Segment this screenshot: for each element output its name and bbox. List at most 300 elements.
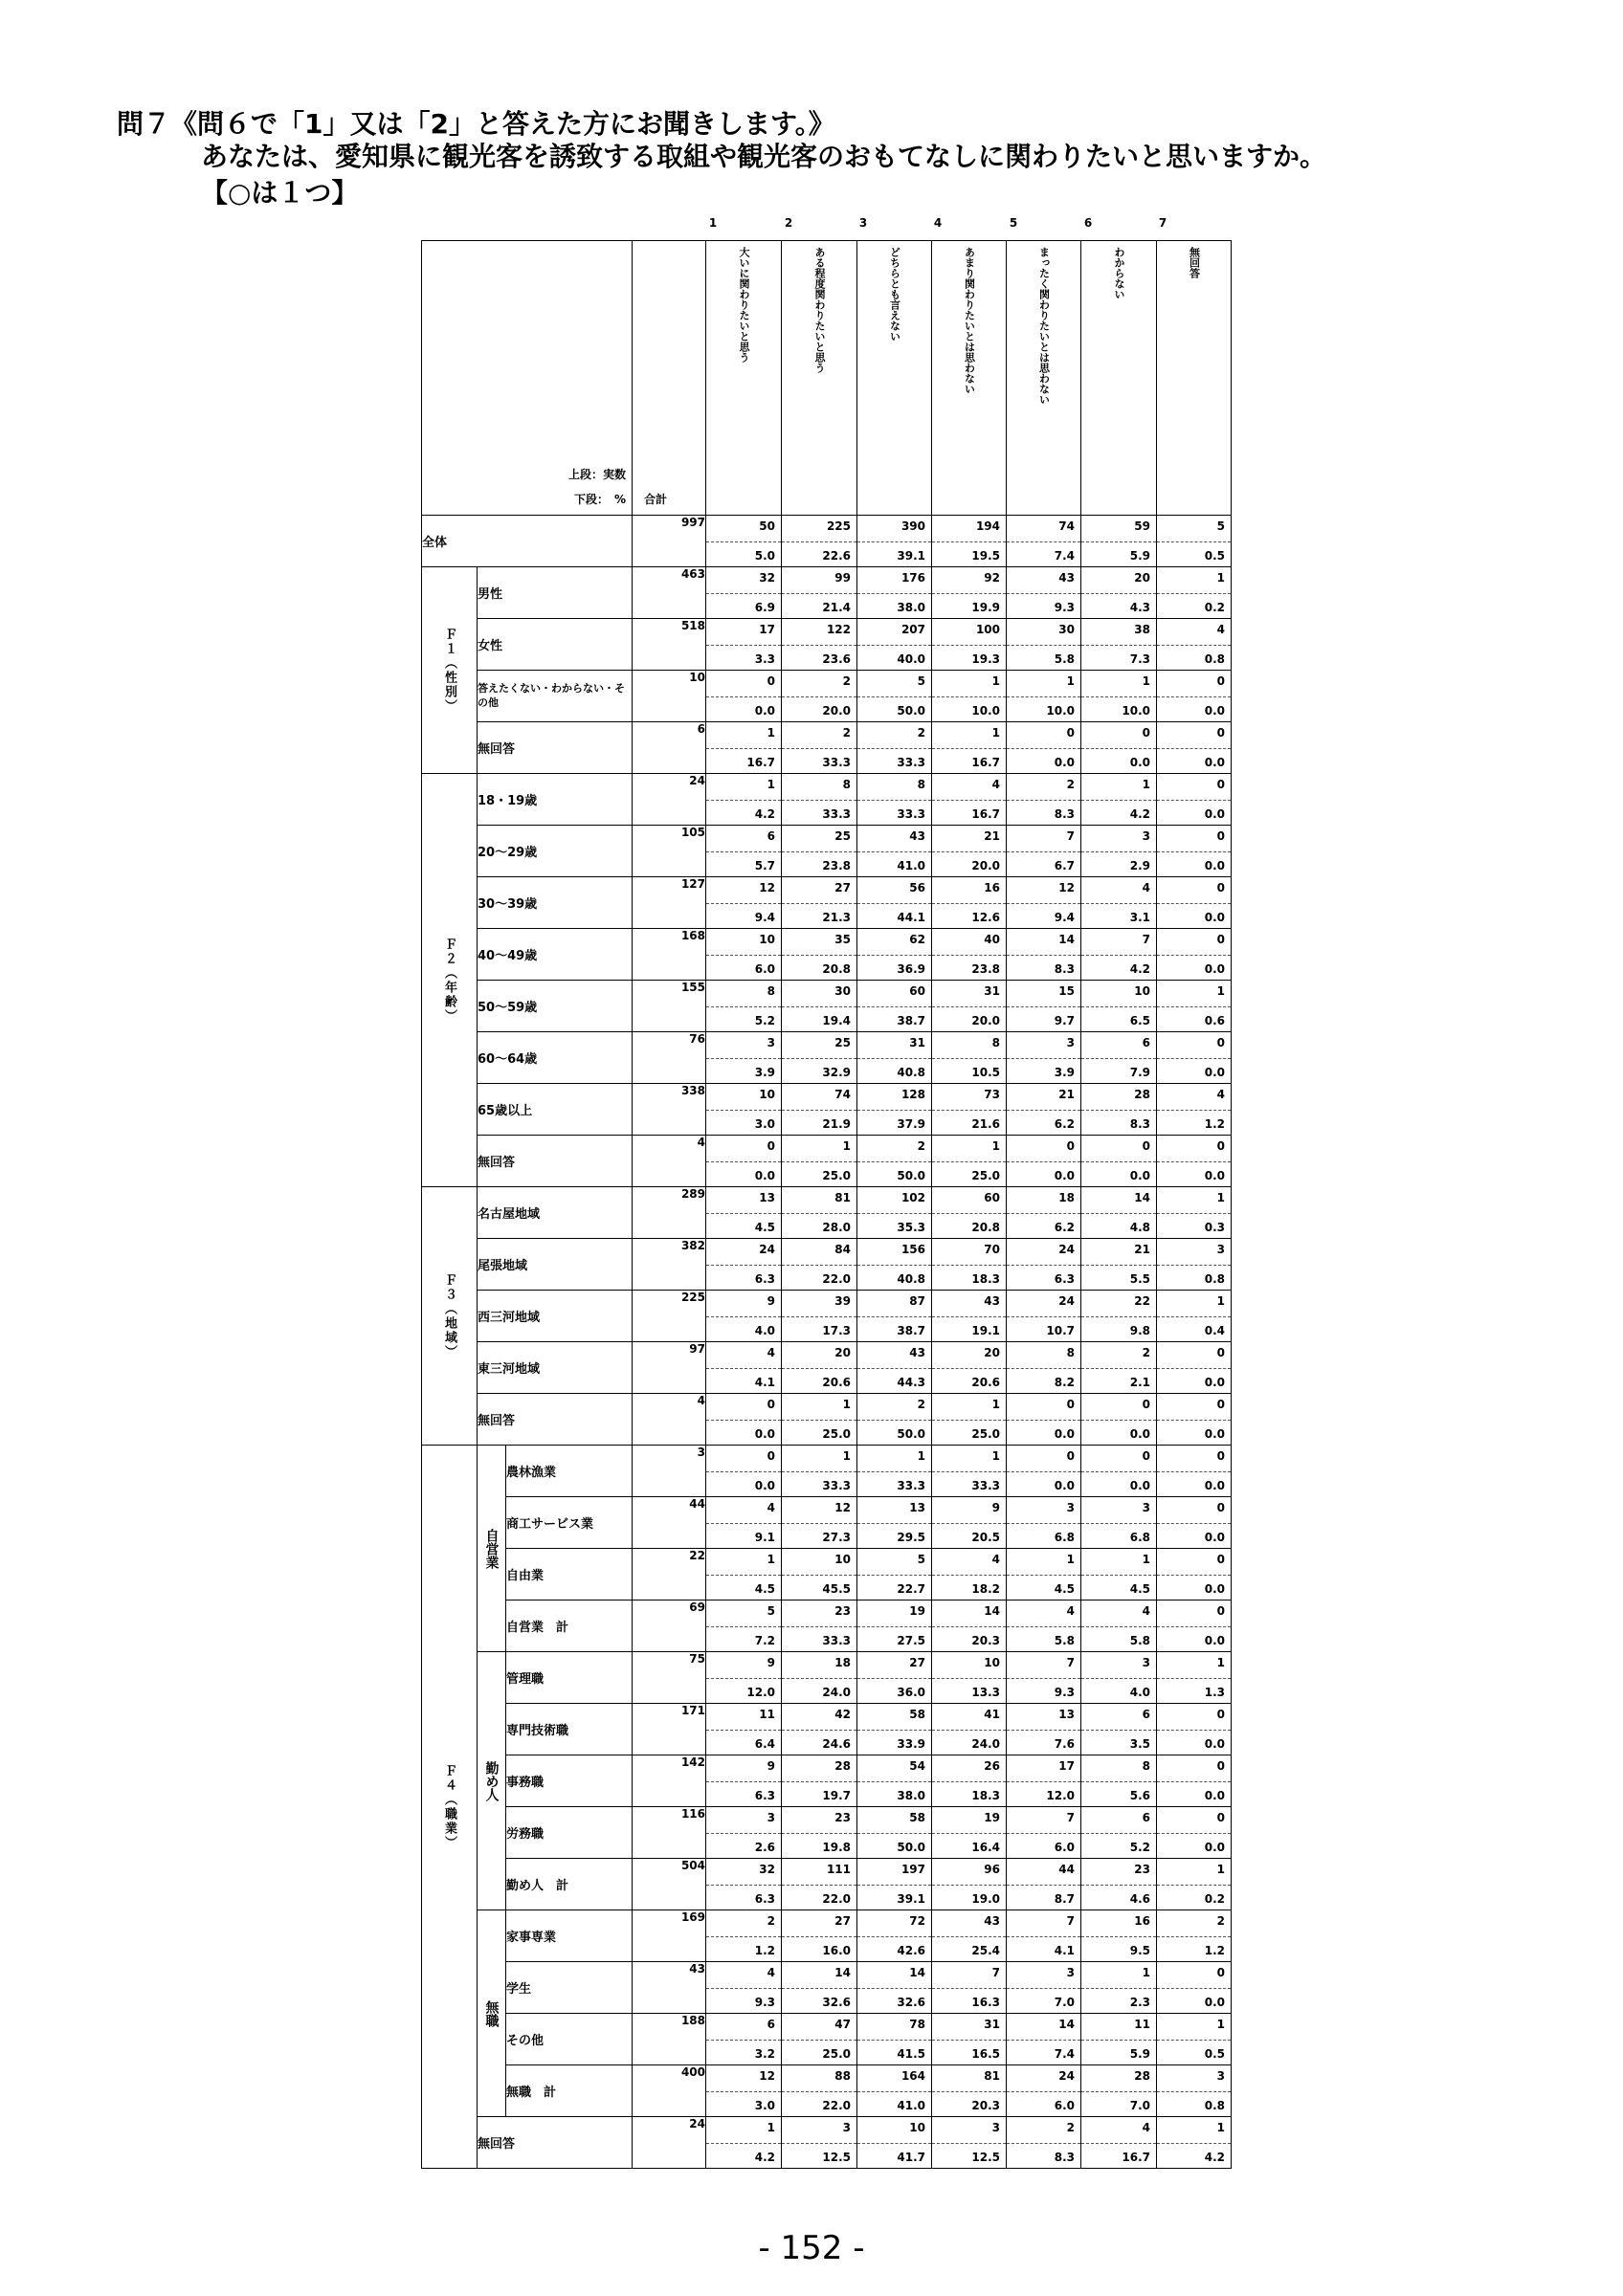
cell-percent: 9.5 (1129, 1944, 1150, 1957)
row-label: 事務職 (506, 1755, 633, 1807)
cell-count: 72 (909, 1914, 925, 1928)
cell-count: 84 (834, 1243, 851, 1256)
cell-count: 0 (1216, 1139, 1225, 1153)
cell-percent: 19.9 (971, 601, 1000, 614)
cell-divider (782, 748, 856, 749)
cell-percent: 4.0 (1129, 1686, 1150, 1699)
column-header (1081, 241, 1157, 516)
cell-percent: 4.2 (1129, 962, 1150, 976)
cell-divider (706, 593, 781, 594)
cell-count: 0 (1142, 1449, 1150, 1463)
data-cell (1081, 722, 1157, 774)
cell-divider (782, 1523, 856, 1524)
cell-count: 1 (1216, 1656, 1225, 1669)
column-label: どちらとも言えない (888, 247, 901, 342)
data-cell (1157, 877, 1232, 929)
cell-divider (1157, 1781, 1231, 1782)
cell-percent: 50.0 (897, 1169, 925, 1182)
cell-divider (857, 1730, 931, 1731)
data-cell (932, 619, 1007, 671)
cell-count: 99 (834, 571, 851, 585)
data-cell (1157, 2014, 1232, 2065)
data-cell (1157, 2117, 1232, 2169)
data-cell (1081, 516, 1157, 567)
cell-percent: 24.6 (822, 1737, 851, 1751)
cell-percent: 12.0 (746, 1686, 775, 1699)
cell-divider (932, 1833, 1006, 1834)
cell-count: 100 (975, 623, 1000, 636)
cell-divider (857, 593, 931, 594)
cell-count: 2 (1066, 778, 1075, 791)
data-cell (782, 722, 857, 774)
data-cell (932, 1239, 1007, 1291)
cell-percent: 18.3 (971, 1789, 1000, 1802)
cell-percent: 25.0 (971, 1169, 1000, 1182)
data-cell (932, 722, 1007, 774)
row-total: 168 (633, 929, 706, 981)
cell-percent: 24.0 (971, 1737, 1000, 1751)
table-row (422, 1291, 1232, 1342)
data-cell (706, 1446, 782, 1497)
cell-count: 23 (834, 1811, 851, 1824)
cell-count: 16 (1134, 1914, 1150, 1928)
cell-percent: 1.2 (1204, 1944, 1225, 1957)
cell-count: 6 (767, 829, 775, 843)
row-label: 商工サービス業 (506, 1497, 633, 1549)
cell-divider (1081, 1936, 1156, 1937)
cell-percent: 3.1 (1129, 911, 1150, 924)
data-cell (782, 2117, 857, 2169)
data-cell (782, 619, 857, 671)
table-row (422, 1755, 1232, 1807)
cell-divider (782, 593, 856, 594)
cell-percent: 0.0 (1204, 1066, 1225, 1079)
cell-divider (1007, 1058, 1080, 1059)
cell-count: 4 (767, 1346, 775, 1359)
cell-divider (857, 1471, 931, 1472)
data-cell (932, 981, 1007, 1032)
row-group-text: Ｆ４（職業） (442, 1763, 456, 1850)
data-cell (782, 1136, 857, 1187)
column-number: 2 (784, 216, 793, 230)
cell-count: 27 (909, 1656, 925, 1669)
cell-percent: 19.3 (971, 652, 1000, 666)
cell-percent: 40.8 (897, 1272, 925, 1286)
cell-divider (1081, 1730, 1156, 1731)
cell-divider (1081, 1006, 1156, 1007)
cell-percent: 50.0 (897, 704, 925, 718)
cell-divider (1157, 1006, 1231, 1007)
data-cell (1081, 1497, 1157, 1549)
cell-percent: 0.8 (1204, 2099, 1225, 2112)
cell-percent: 45.5 (822, 1582, 851, 1596)
cell-divider (932, 1730, 1006, 1731)
cell-count: 197 (900, 1863, 925, 1876)
header-row (422, 241, 1232, 516)
cell-divider (1007, 1678, 1080, 1679)
cell-count: 176 (900, 571, 925, 585)
cell-percent: 41.0 (897, 859, 925, 872)
column-header (706, 241, 782, 516)
data-cell (1007, 877, 1081, 929)
cell-divider (1081, 1471, 1156, 1472)
cell-divider (1007, 593, 1080, 594)
cell-count: 18 (1058, 1191, 1075, 1204)
cell-percent: 23.8 (971, 962, 1000, 976)
cell-percent: 33.3 (897, 807, 925, 821)
cell-count: 225 (826, 519, 851, 533)
data-cell (857, 1394, 932, 1446)
data-cell (857, 722, 932, 774)
cell-divider (1007, 1471, 1080, 1472)
cell-count: 31 (984, 2018, 1000, 2031)
cell-count: 0 (1216, 1811, 1225, 1824)
cell-percent: 10.5 (971, 1066, 1000, 1079)
cell-count: 56 (909, 881, 925, 894)
cell-count: 14 (1058, 2018, 1075, 2031)
data-cell (857, 619, 932, 671)
cell-count: 30 (834, 984, 851, 998)
cell-divider (932, 2143, 1006, 2144)
cell-count: 0 (1216, 1501, 1225, 1514)
cell-divider (857, 696, 931, 697)
cell-count: 21 (1058, 1088, 1075, 1101)
cell-divider (782, 1161, 856, 1162)
data-cell (932, 929, 1007, 981)
cell-divider (1081, 1316, 1156, 1317)
data-cell (1157, 826, 1232, 877)
cell-count: 87 (909, 1294, 925, 1308)
cell-divider (706, 955, 781, 956)
cell-count: 0 (1216, 1398, 1225, 1411)
data-cell (1007, 1497, 1081, 1549)
cell-percent: 2.3 (1129, 1996, 1150, 2009)
cell-count: 0 (767, 1398, 775, 1411)
cell-percent: 4.5 (754, 1582, 775, 1596)
row-total: 382 (633, 1239, 706, 1291)
question-line-2: あなたは、愛知県に観光客を誘致する取組や観光客のおもてなしに関わりたいと思いますか。 (201, 141, 1327, 172)
table-row (422, 981, 1232, 1032)
cell-count: 43 (1058, 571, 1075, 585)
cell-divider (1157, 800, 1231, 801)
cell-percent: 32.9 (822, 1066, 851, 1079)
cell-percent: 20.8 (822, 962, 851, 976)
cell-divider (932, 1781, 1006, 1782)
cell-divider (706, 1058, 781, 1059)
table-row (422, 1859, 1232, 1910)
row-total: 105 (633, 826, 706, 877)
cell-divider (1007, 903, 1080, 904)
cell-divider (1081, 1058, 1156, 1059)
cell-percent: 2.9 (1129, 859, 1150, 872)
data-cell (932, 877, 1007, 929)
cell-percent: 27.3 (822, 1531, 851, 1544)
data-cell (1007, 1446, 1081, 1497)
cell-count: 24 (1058, 2069, 1075, 2083)
cell-count: 1 (991, 1398, 1000, 1411)
data-cell (1081, 1136, 1157, 1187)
cell-count: 4 (991, 778, 1000, 791)
data-cell (857, 1084, 932, 1136)
cell-count: 12 (759, 881, 775, 894)
cell-divider (932, 1471, 1006, 1472)
data-cell (782, 1755, 857, 1807)
cell-percent: 12.5 (971, 2151, 1000, 2164)
cell-percent: 0.0 (1204, 1996, 1225, 2009)
cell-percent: 25.0 (822, 1427, 851, 1441)
cell-divider (1081, 748, 1156, 749)
cell-percent: 6.2 (1054, 1117, 1075, 1131)
cell-divider (1081, 1678, 1156, 1679)
cell-count: 1 (767, 726, 775, 740)
cell-divider (1157, 1833, 1231, 1834)
data-cell (782, 1446, 857, 1497)
data-cell (1081, 1032, 1157, 1084)
cell-percent: 3.0 (754, 1117, 775, 1131)
cell-count: 35 (834, 933, 851, 946)
cell-divider (1081, 696, 1156, 697)
cell-divider (1157, 1420, 1231, 1421)
cell-divider (706, 696, 781, 697)
cell-count: 28 (834, 1759, 851, 1773)
cell-count: 7 (1066, 829, 1075, 843)
data-cell (857, 1239, 932, 1291)
data-cell (782, 1291, 857, 1342)
cell-count: 4 (1216, 1088, 1225, 1101)
cell-percent: 8.7 (1054, 1892, 1075, 1906)
table-row (422, 774, 1232, 826)
cell-divider (1007, 1730, 1080, 1731)
table-row (422, 1342, 1232, 1394)
row-subgroup-text: 無職 (483, 1999, 500, 2027)
table-row (422, 1497, 1232, 1549)
cell-percent: 12.0 (1046, 1789, 1075, 1802)
cell-count: 1 (1142, 674, 1150, 688)
data-cell (706, 1859, 782, 1910)
cell-percent: 4.5 (1054, 1582, 1075, 1596)
row-label: 無回答 (478, 722, 633, 774)
cell-percent: 19.1 (971, 1324, 1000, 1337)
cell-divider (932, 2091, 1006, 2092)
data-cell (1081, 826, 1157, 877)
cell-percent: 0.0 (1204, 1427, 1225, 1441)
cell-count: 6 (1142, 1811, 1150, 1824)
cell-count: 22 (1134, 1294, 1150, 1308)
cell-percent: 38.0 (897, 1789, 925, 1802)
cell-percent: 0.5 (1204, 2047, 1225, 2061)
cell-count: 3 (1216, 1243, 1225, 1256)
cell-count: 0 (1216, 1966, 1225, 1979)
cell-percent: 4.3 (1129, 601, 1150, 614)
data-cell (932, 1652, 1007, 1704)
cell-divider (1081, 903, 1156, 904)
cell-divider (857, 1058, 931, 1059)
data-cell (932, 1755, 1007, 1807)
data-cell (1007, 1187, 1081, 1239)
cell-percent: 0.0 (1204, 859, 1225, 872)
cell-divider (782, 1368, 856, 1369)
cell-count: 10 (759, 933, 775, 946)
data-cell (1157, 1342, 1232, 1394)
row-group-text: Ｆ２（年齢） (442, 937, 456, 1024)
row-label: 20～29歳 (478, 826, 633, 877)
cell-percent: 0.0 (1204, 704, 1225, 718)
cell-divider (782, 696, 856, 697)
cell-divider (932, 955, 1006, 956)
data-cell (782, 1807, 857, 1859)
data-cell (706, 2014, 782, 2065)
cell-percent: 22.7 (897, 1582, 925, 1596)
cell-percent: 1.2 (1204, 1117, 1225, 1131)
cell-divider (1157, 748, 1231, 749)
cell-percent: 9.8 (1129, 1324, 1150, 1337)
cell-divider (932, 800, 1006, 801)
cell-divider (1007, 1006, 1080, 1007)
cell-count: 1 (991, 726, 1000, 740)
data-cell (1007, 1962, 1081, 2014)
data-cell (706, 1704, 782, 1755)
data-cell (932, 2065, 1007, 2117)
cell-divider (857, 1161, 931, 1162)
cell-divider (782, 851, 856, 852)
cell-divider (1007, 1781, 1080, 1782)
cell-count: 0 (1216, 933, 1225, 946)
cell-divider (857, 1110, 931, 1111)
table-row (422, 1446, 1232, 1497)
data-cell (1081, 1187, 1157, 1239)
cell-divider (932, 1936, 1006, 1937)
cell-divider (706, 541, 781, 542)
column-number: 7 (1158, 216, 1167, 230)
cell-count: 0 (1216, 1553, 1225, 1566)
data-cell (1007, 1239, 1081, 1291)
table-row (422, 1187, 1232, 1239)
cell-divider (1157, 1988, 1231, 1989)
row-label: 無職 計 (506, 2065, 633, 2117)
cell-percent: 7.3 (1129, 652, 1150, 666)
cell-percent: 3.5 (1129, 1737, 1150, 1751)
cell-divider (1157, 1523, 1231, 1524)
cell-percent: 0.0 (754, 1479, 775, 1492)
data-cell (1081, 1807, 1157, 1859)
table-row (422, 826, 1232, 877)
data-cell (706, 1755, 782, 1807)
data-cell (932, 1859, 1007, 1910)
data-cell (857, 1652, 932, 1704)
cell-percent: 12.6 (971, 911, 1000, 924)
data-cell (1157, 1136, 1232, 1187)
data-cell (706, 826, 782, 877)
data-cell (857, 1704, 932, 1755)
column-number: 3 (858, 216, 868, 230)
cell-divider (1157, 2091, 1231, 2092)
data-cell (1081, 1394, 1157, 1446)
data-cell (1081, 1755, 1157, 1807)
cell-count: 74 (834, 1088, 851, 1101)
cell-percent: 4.2 (1129, 807, 1150, 821)
cell-divider (1157, 851, 1231, 852)
cell-divider (1007, 696, 1080, 697)
data-cell (1081, 1962, 1157, 2014)
cell-count: 111 (826, 1863, 851, 1876)
row-label: 60～64歳 (478, 1032, 633, 1084)
cell-divider (1081, 2040, 1156, 2041)
data-cell (1157, 2065, 1232, 2117)
row-subgroup-text: 自営業 (483, 1528, 500, 1569)
cell-divider (932, 1626, 1006, 1627)
data-cell (857, 1187, 932, 1239)
cell-count: 164 (900, 2069, 925, 2083)
data-cell (782, 1704, 857, 1755)
table-row (422, 2014, 1232, 2065)
cell-count: 43 (909, 829, 925, 843)
data-cell (1081, 1549, 1157, 1601)
cell-count: 25 (834, 1036, 851, 1049)
table-row (422, 567, 1232, 619)
data-cell (1007, 826, 1081, 877)
cell-divider (1157, 1213, 1231, 1214)
cell-divider (706, 748, 781, 749)
cell-percent: 38.0 (897, 601, 925, 614)
cell-divider (932, 1678, 1006, 1679)
data-cell (857, 1549, 932, 1601)
data-cell (1007, 1601, 1081, 1652)
cell-percent: 19.7 (822, 1789, 851, 1802)
cell-count: 39 (834, 1294, 851, 1308)
cell-count: 3 (1142, 1501, 1150, 1514)
data-cell (782, 671, 857, 722)
cell-count: 43 (909, 1346, 925, 1359)
data-cell (1007, 981, 1081, 1032)
column-label: ある程度関わりたいと思う (813, 247, 827, 373)
cell-percent: 21.6 (971, 1117, 1000, 1131)
data-cell (1157, 1601, 1232, 1652)
cell-divider (782, 1006, 856, 1007)
data-cell (857, 826, 932, 877)
cell-divider (1081, 1523, 1156, 1524)
cell-percent: 7.6 (1054, 1737, 1075, 1751)
cell-count: 14 (984, 1604, 1000, 1618)
cell-percent: 25.4 (971, 1944, 1000, 1957)
cell-divider (1007, 1885, 1080, 1886)
cell-count: 60 (909, 984, 925, 998)
data-cell (706, 1497, 782, 1549)
cell-percent: 0.2 (1204, 1892, 1225, 1906)
cell-divider (706, 1575, 781, 1576)
row-total: 75 (633, 1652, 706, 1704)
data-cell (706, 1084, 782, 1136)
data-cell (1157, 1032, 1232, 1084)
data-cell (932, 1910, 1007, 1962)
cell-count: 8 (1066, 1346, 1075, 1359)
cell-count: 62 (909, 933, 925, 946)
row-subgroup-label (478, 1446, 506, 1652)
cell-percent: 20.0 (971, 859, 1000, 872)
row-total: 69 (633, 1601, 706, 1652)
cell-divider (706, 1730, 781, 1731)
cell-percent: 27.5 (897, 1634, 925, 1647)
cell-divider (706, 2143, 781, 2144)
cell-count: 10 (759, 1088, 775, 1101)
row-total: 127 (633, 877, 706, 929)
data-cell (1157, 1704, 1232, 1755)
data-cell (782, 774, 857, 826)
cell-divider (857, 1316, 931, 1317)
data-cell (1157, 567, 1232, 619)
cell-divider (857, 1833, 931, 1834)
cell-percent: 4.2 (754, 2151, 775, 2164)
cell-divider (782, 1781, 856, 1782)
